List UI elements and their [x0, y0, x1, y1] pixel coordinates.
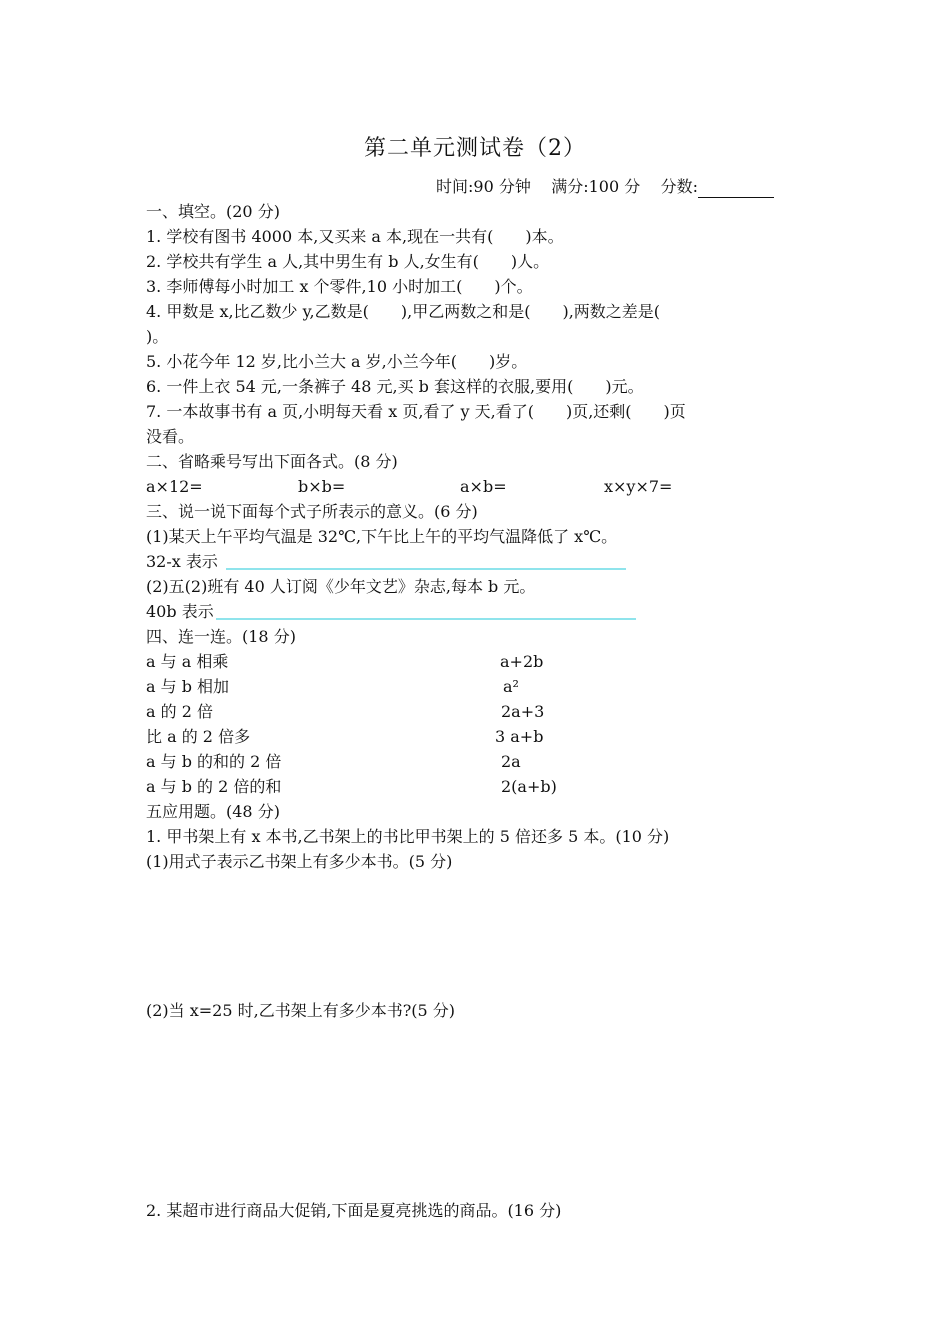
- omit-item-2: b×b=: [298, 477, 346, 496]
- answer-line-1[interactable]: [226, 568, 626, 570]
- fill-question-5: 5. 小花今年 12 岁,比小兰大 a 岁,小兰今年( )岁。: [146, 352, 528, 371]
- connect-left-5: a 与 b 的和的 2 倍: [146, 752, 282, 771]
- meaning-answer-1-label: 32-x 表示: [146, 552, 218, 571]
- meaning-answer-2-label: 40b 表示: [146, 602, 214, 621]
- apply-question-1: 1. 甲书架上有 x 本书,乙书架上的书比甲书架上的 5 倍还多 5 本。(10 分): [146, 827, 670, 846]
- connect-left-3: a 的 2 倍: [146, 702, 213, 721]
- fill-question-4-cont: )。: [146, 327, 169, 346]
- section-1-heading: 一、填空。(20 分): [146, 202, 280, 221]
- fill-question-2: 2. 学校共有学生 a 人,其中男生有 b 人,女生有( )人。: [146, 252, 550, 271]
- section-3-heading: 三、说一说下面每个式子所表示的意义。(6 分): [146, 502, 478, 521]
- connect-right-5: 2a: [501, 752, 521, 771]
- connect-left-4: 比 a 的 2 倍多: [146, 727, 251, 746]
- meaning-question-1: (1)某天上午平均气温是 32℃,下午比上午的平均气温降低了 x℃。: [146, 527, 618, 546]
- section-2-heading: 二、省略乘号写出下面各式。(8 分): [146, 452, 398, 471]
- connect-right-6: 2(a+b): [501, 777, 557, 796]
- omit-item-1: a×12=: [146, 477, 203, 496]
- connect-left-6: a 与 b 的 2 倍的和: [146, 777, 282, 796]
- score-blank[interactable]: [698, 179, 774, 198]
- fill-question-1: 1. 学校有图书 4000 本,又买来 a 本,现在一共有( )本。: [146, 227, 564, 246]
- omit-item-3: a×b=: [460, 477, 507, 496]
- time-limit: 时间:90 分钟: [436, 177, 531, 196]
- fill-question-6: 6. 一件上衣 54 元,一条裤子 48 元,买 b 套这样的衣服,要用( )元。: [146, 377, 644, 396]
- full-score: 满分:100 分: [551, 177, 641, 196]
- fill-question-7-cont: 没看。: [146, 427, 195, 446]
- exam-meta: [436, 176, 774, 198]
- connect-right-2: a²: [503, 677, 519, 696]
- apply-question-2: 2. 某超市进行商品大促销,下面是夏亮挑选的商品。(16 分): [146, 1201, 562, 1220]
- connect-right-4: 3 a+b: [495, 727, 544, 746]
- connect-right-1: a+2b: [500, 652, 544, 671]
- fill-question-7: 7. 一本故事书有 a 页,小明每天看 x 页,看了 y 天,看了( )页,还剩( )页: [146, 402, 686, 421]
- apply-question-1-part-1: (1)用式子表示乙书架上有多少本书。(5 分): [146, 852, 453, 871]
- connect-left-2: a 与 b 相加: [146, 677, 230, 696]
- fill-question-4: 4. 甲数是 x,比乙数少 y,乙数是( ),甲乙两数之和是( ),两数之差是(: [146, 302, 661, 321]
- section-5-heading: 五应用题。(48 分): [146, 802, 280, 821]
- connect-left-1: a 与 a 相乘: [146, 652, 229, 671]
- meaning-question-2: (2)五(2)班有 40 人订阅《少年文艺》杂志,每本 b 元。: [146, 577, 536, 596]
- omit-item-4: x×y×7=: [604, 477, 673, 496]
- fill-question-3: 3. 李师傅每小时加工 x 个零件,10 小时加工( )个。: [146, 277, 533, 296]
- page-title: 第二单元测试卷（2）: [364, 136, 586, 161]
- apply-question-1-part-2: (2)当 x=25 时,乙书架上有多少本书?(5 分): [146, 1001, 456, 1020]
- answer-line-2[interactable]: [216, 618, 636, 620]
- connect-right-3: 2a+3: [501, 702, 545, 721]
- section-4-heading: 四、连一连。(18 分): [146, 627, 296, 646]
- score-label: 分数:: [660, 177, 698, 196]
